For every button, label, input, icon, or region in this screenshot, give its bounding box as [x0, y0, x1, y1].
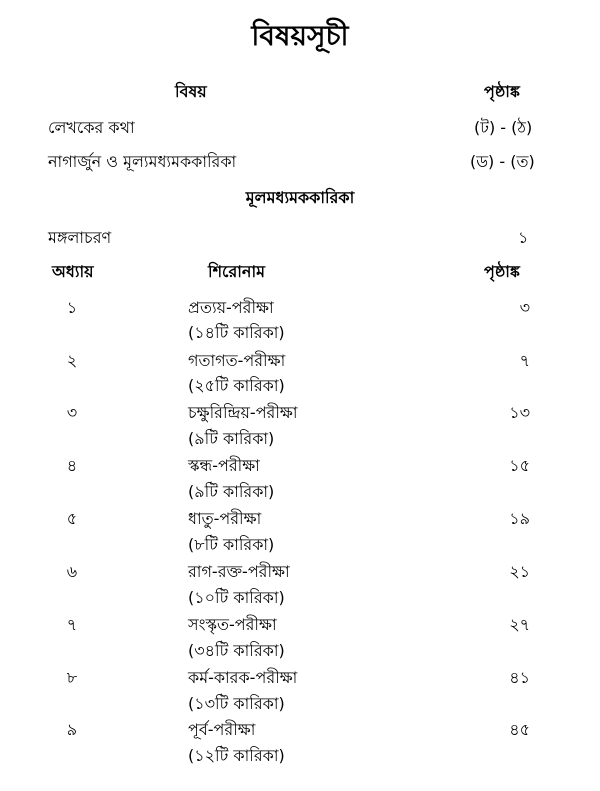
chapter-number: ৪ — [66, 456, 78, 475]
chapter-title: চক্ষুরিন্দ্রিয়-পরীক্ষা — [188, 403, 298, 422]
chapter-number: ২ — [66, 351, 78, 370]
column-header-page-2: পৃষ্ঠাঙ্ক — [484, 262, 520, 281]
chapter-page: ৩ — [519, 298, 530, 317]
toc-entry-invocation: মঙ্গলাচরণ — [48, 228, 112, 247]
column-header-title: শিরোনাম — [208, 262, 265, 281]
chapter-verse-count: (১৩টি কারিকা) — [188, 694, 285, 713]
chapter-page: ৭ — [519, 351, 530, 370]
chapter-number: ৫ — [66, 509, 78, 528]
toc-entry-invocation-page: ১ — [518, 228, 529, 247]
column-header-chapter: অধ্যায় — [52, 262, 94, 281]
chapter-title: গতাগত-পরীক্ষা — [188, 351, 286, 370]
chapter-page: ২৭ — [509, 615, 530, 634]
chapter-number: ৭ — [66, 615, 78, 634]
chapter-number: ৮ — [66, 668, 78, 687]
toc-entry-authors-note: লেখকের কথা — [48, 118, 135, 137]
chapter-page: ১৩ — [509, 403, 530, 422]
chapter-verse-count: (২৫টি কারিকা) — [188, 376, 285, 395]
chapter-number: ৩ — [66, 403, 78, 422]
chapter-verse-count: (১৪টি কারিকা) — [188, 323, 285, 342]
chapter-number: ৯ — [66, 720, 78, 739]
chapter-page: ১৫ — [509, 456, 530, 475]
chapter-verse-count: (৮টি কারিকা) — [188, 535, 275, 554]
chapter-page: ২১ — [509, 562, 530, 581]
toc-entry-nagarjuna: নাগার্জুন ও মূল্যমধ্যমককারিকা — [48, 152, 237, 171]
page-title: বিষয়সূচী — [251, 19, 349, 52]
chapter-verse-count: (১২টি কারিকা) — [188, 746, 285, 765]
chapter-title: প্রত্যয়-পরীক্ষা — [188, 298, 274, 317]
column-header-subject: বিষয় — [175, 82, 207, 101]
chapter-number: ১ — [66, 298, 78, 317]
section-heading: মূলমধ্যমককারিকা — [245, 188, 355, 207]
chapter-verse-count: (৯টি কারিকা) — [188, 482, 275, 501]
chapter-verse-count: (৯টি কারিকা) — [188, 429, 275, 448]
chapter-page: ৪৫ — [509, 720, 530, 739]
chapter-title: রাগ-রক্ত-পরীক্ষা — [188, 562, 290, 581]
chapter-number: ৬ — [66, 562, 78, 581]
chapter-title: ধাতু-পরীক্ষা — [188, 509, 262, 528]
toc-entry-authors-note-page: (ট) - (ঠ) — [474, 118, 533, 137]
chapter-page: ৪১ — [509, 668, 530, 687]
chapter-verse-count: (১০টি কারিকা) — [188, 588, 285, 607]
column-header-page: পৃষ্ঠাঙ্ক — [484, 82, 520, 101]
chapter-title: কর্ম-কারক-পরীক্ষা — [188, 668, 298, 687]
chapter-title: স্কন্ধ-পরীক্ষা — [188, 456, 260, 475]
chapter-title: পূর্ব-পরীক্ষা — [188, 720, 256, 739]
chapter-title: সংস্কৃত-পরীক্ষা — [188, 615, 277, 634]
toc-entry-nagarjuna-page: (ড) - (ত) — [470, 152, 535, 171]
chapter-verse-count: (৩৪টি কারিকা) — [188, 641, 285, 660]
chapter-page: ১৯ — [509, 509, 530, 528]
